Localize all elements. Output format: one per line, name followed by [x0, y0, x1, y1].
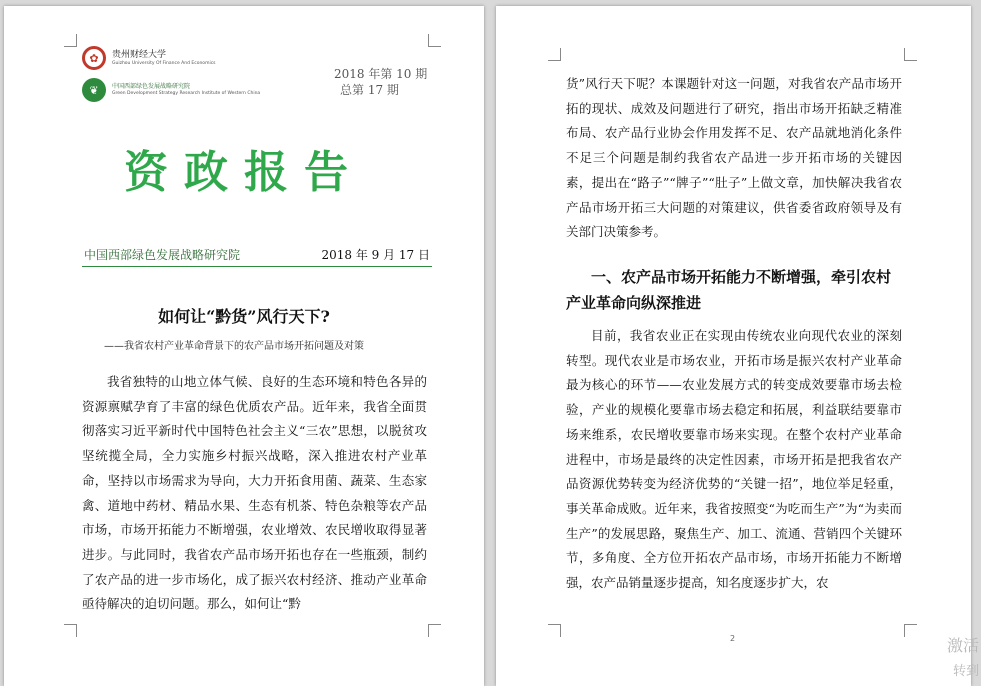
page-number: 2 — [730, 634, 736, 643]
issue-total: 总第 17 期 — [340, 83, 399, 97]
crop-mark — [904, 48, 917, 61]
university-emblem-icon: ✿ — [82, 46, 106, 70]
body-paragraph: 我省独特的山地立体气候、良好的生态环境和特色各异的资源禀赋孕育了丰富的绿色优质农产品。近年来，我省全面贯彻落实习近平新时代中国特色社会主义“三农”思想，以脱贫攻坚统揽全局，全力实施乡村振兴战略，深入推进农村产业革命，坚持以市场需求为导向，大力开拓食用菌、蔬菜、生态家禽、道地中药材、精品水果、生态有机茶、特色杂粮等农产品市场，市场开拓能力不断增强，农业增效、农民增收取得显著进步。与此同时，我省农产品市场开拓也存在一些瓶颈，制约了农产品的进一步市场化，成了振兴农村经济、推动产业革命亟待解决的迫切问题。那么，如何让“黔 — [82, 374, 427, 612]
university-name: 贵州财经大学 — [112, 49, 167, 60]
article-title: 如何让“黔货”风行天下? — [158, 307, 330, 326]
report-date: 2018 年 9 月 17 日 — [321, 248, 430, 262]
body-paragraph: 货”风行天下呢？本课题针对这一问题，对我省农产品市场开拓的现状、成效及问题进行了研究，指出市场开拓缺乏精准布局、农产品行业协会作用发挥不足、农产品就地消化条件不足三个问题是制约我省农产品进一步开拓市场的关键因素，提出在“路子”“牌子”“肚子”上做文章，加快解决我省农产品市场开拓三大问题的对策建议，供省委省政府领导及有关部门决策参考。 — [566, 76, 902, 240]
crop-mark — [428, 624, 441, 637]
institute-logo-name: 中国西部绿色发展战略研究院 — [112, 83, 191, 90]
institute-logo-block — [82, 78, 260, 102]
activation-watermark: 激活 — [946, 636, 979, 655]
university-name-en: Guizhou University Of Finance And Economics — [112, 60, 216, 66]
section-heading: 一、农产品市场开拓能力不断增强，牵引农村产业革命向纵深推进 — [566, 268, 892, 312]
crop-mark — [904, 624, 917, 637]
body-paragraph: 目前，我省农业正在实现由传统农业向现代农业的深刻转型。现代农业是市场农业，开拓市场是振兴农村产业革命最为核心的环节——农业发展方式的转变成效要靠市场去检验，产业的规模化要靠市场去稳定和拓展，利益联结要靠市场来维系，农民增收要靠市场来实现。在整个农村产业革命进程中，市场是最终的决定性因素，市场开拓是把我省农产品资源优势转变为经济优势的“关键一招”，地位举足轻重，事关革命成败。近年来，我省按照变“为吃而生产”为“为卖而生产”的发展思路，聚焦生产、加工、流通、营销四个关键环节，多角度、全方位开拓农产品市场，市场开拓能力不断增强，农产品销量逐步提高，知名度逐步扩大，农 — [566, 328, 902, 591]
institute-name: 中国西部绿色发展战略研究院 — [84, 248, 241, 262]
masthead-row — [84, 246, 430, 263]
crop-mark — [64, 34, 77, 47]
crop-mark — [64, 624, 77, 637]
masthead-divider — [82, 266, 432, 267]
report-title: 资政报告 — [124, 147, 364, 198]
issue-number: 2018 年第 10 期 — [334, 67, 428, 81]
institute-logo-name-en: Green Development Strategy Research Institute of Western China — [112, 91, 261, 96]
crop-mark — [428, 34, 441, 47]
institute-emblem-icon: ❦ — [82, 78, 106, 102]
article-subtitle: ——我省农村产业革命背景下的农产品市场开拓问题及对策 — [104, 341, 364, 352]
document-page-left — [4, 6, 484, 686]
document-page-right — [496, 6, 971, 686]
crop-mark — [548, 624, 561, 637]
university-logo-block — [82, 46, 216, 70]
activation-watermark-sub: 转到 — [952, 664, 979, 679]
crop-mark — [548, 48, 561, 61]
